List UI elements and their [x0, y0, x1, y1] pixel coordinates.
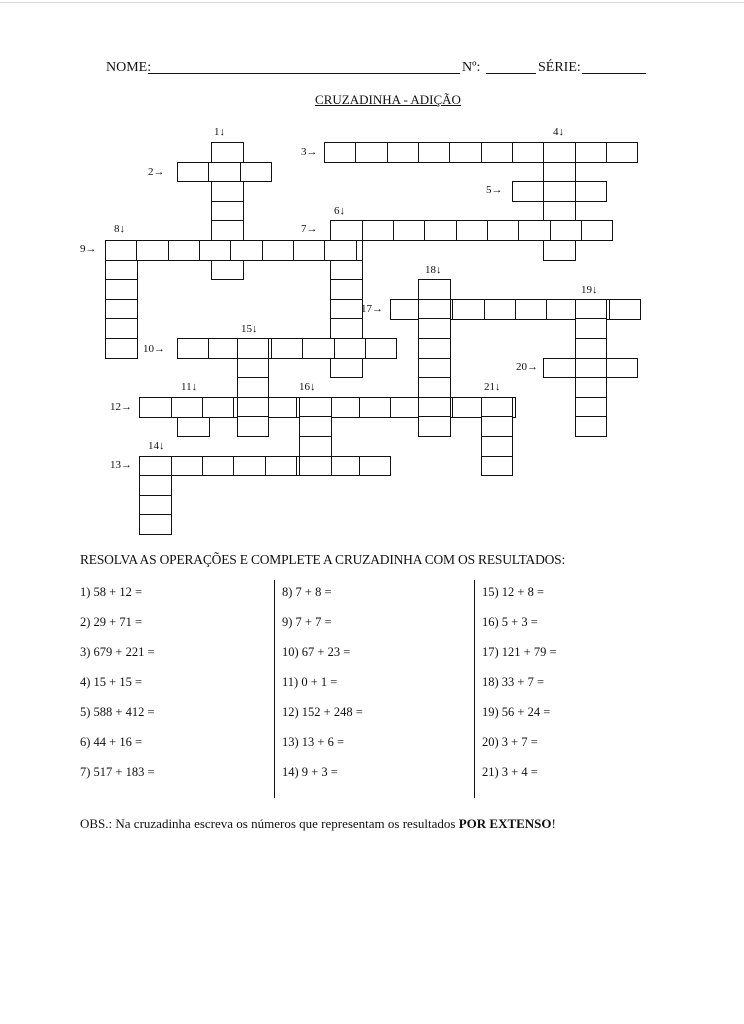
crossword-cell[interactable] [418, 299, 451, 320]
clue-label-14: 14↓ [148, 440, 165, 452]
crossword-cell[interactable] [324, 142, 357, 163]
operation-item: 2) 29 + 71 = [80, 615, 143, 629]
crossword-cell[interactable] [543, 162, 576, 183]
operation-item: 18) 33 + 7 = [482, 675, 545, 689]
crossword-cell[interactable] [237, 377, 270, 398]
crossword-cell[interactable] [359, 456, 392, 477]
operation-item: 9) 7 + 7 = [282, 615, 332, 629]
crossword-cell[interactable] [211, 142, 244, 163]
operation-item: 15) 12 + 8 = [482, 585, 545, 599]
crossword-cell[interactable] [581, 220, 614, 241]
crossword-cell[interactable] [171, 397, 204, 418]
crossword-cell[interactable] [550, 220, 583, 241]
clue-label-6: 6↓ [334, 205, 345, 217]
crossword-cell[interactable] [330, 279, 363, 300]
number-label: Nº: [462, 60, 481, 75]
column-divider [474, 580, 475, 798]
clue-label-16: 16↓ [299, 381, 316, 393]
crossword-cell[interactable] [105, 240, 138, 261]
clue-label-1: 1↓ [214, 126, 225, 138]
crossword-cell[interactable] [543, 240, 576, 261]
clue-label-19: 19↓ [581, 284, 598, 296]
crossword-cell[interactable] [211, 220, 244, 241]
crossword-cell[interactable] [105, 318, 138, 339]
instruction-text: RESOLVA AS OPERAÇÕES E COMPLETE A CRUZADINHA COM OS RESULTADOS: [80, 552, 566, 567]
crossword-cell[interactable] [237, 338, 270, 359]
crossword-cell[interactable] [418, 377, 451, 398]
crossword-cell[interactable] [211, 181, 244, 202]
crossword-cell[interactable] [139, 397, 172, 418]
crossword-cell[interactable] [543, 201, 576, 222]
crossword-cell[interactable] [355, 142, 388, 163]
crossword-cell[interactable] [202, 397, 235, 418]
crossword-cell[interactable] [362, 220, 395, 241]
crossword-cell[interactable] [452, 299, 485, 320]
operation-item: 14) 9 + 3 = [282, 765, 338, 779]
crossword-cell[interactable] [418, 318, 451, 339]
crossword-cell[interactable] [393, 220, 426, 241]
crossword-cell[interactable] [418, 142, 451, 163]
operation-item: 16) 5 + 3 = [482, 615, 538, 629]
crossword-cell[interactable] [606, 142, 639, 163]
crossword-cell[interactable] [265, 456, 298, 477]
crossword-cell[interactable] [575, 181, 608, 202]
crossword-cell[interactable] [515, 299, 548, 320]
crossword-cell[interactable] [177, 416, 210, 437]
clue-label-15: 15↓ [241, 323, 258, 335]
operation-item: 17) 121 + 79 = [482, 645, 557, 659]
crossword-cell[interactable] [233, 456, 266, 477]
operation-item: 19) 56 + 24 = [482, 705, 551, 719]
crossword-cell[interactable] [105, 338, 138, 359]
crossword-cell[interactable] [575, 358, 608, 379]
crossword-cell[interactable] [543, 358, 576, 379]
crossword-cell[interactable] [265, 397, 298, 418]
crossword-cell[interactable] [136, 240, 169, 261]
clue-label-13: 13→ [110, 459, 132, 471]
crossword-cell[interactable] [575, 377, 608, 398]
crossword-cell[interactable] [240, 162, 273, 183]
crossword-cell[interactable] [299, 397, 332, 418]
crossword-cell[interactable] [139, 456, 172, 477]
crossword-cell[interactable] [330, 318, 363, 339]
crossword-cell[interactable] [365, 338, 398, 359]
operations-column-1 [80, 584, 155, 794]
crossword-cell[interactable] [211, 201, 244, 222]
crossword-cell[interactable] [211, 260, 244, 281]
crossword-cell[interactable] [330, 299, 363, 320]
crossword-cell[interactable] [359, 397, 392, 418]
crossword-cell[interactable] [302, 338, 335, 359]
crossword-cell[interactable] [327, 456, 360, 477]
crossword-cell[interactable] [424, 220, 457, 241]
crossword-cell[interactable] [271, 338, 304, 359]
crossword-cell[interactable] [456, 220, 489, 241]
crossword-cell[interactable] [481, 416, 514, 437]
crossword-cell[interactable] [418, 338, 451, 359]
operations-column-3 [482, 584, 557, 794]
crossword-cell[interactable] [543, 142, 576, 163]
clue-label-18: 18↓ [425, 264, 442, 276]
crossword-cell[interactable] [575, 318, 608, 339]
operation-item: 12) 152 + 248 = [282, 705, 363, 719]
crossword-cell[interactable] [324, 240, 357, 261]
crossword-cell[interactable] [330, 260, 363, 281]
crossword-cell[interactable] [177, 338, 210, 359]
operation-item: 20) 3 + 7 = [482, 735, 538, 749]
crossword-cell[interactable] [139, 475, 172, 496]
operation-item: 1) 58 + 12 = [80, 585, 143, 599]
name-label: NOME: [106, 60, 152, 75]
crossword-cell[interactable] [512, 181, 545, 202]
operation-item: 3) 679 + 221 = [80, 645, 155, 659]
operation-item: 10) 67 + 23 = [282, 645, 351, 659]
emphasis-text: POR EXTENSO [458, 816, 552, 831]
crossword-cell[interactable] [299, 456, 332, 477]
crossword-cell[interactable] [330, 358, 363, 379]
crossword-cell[interactable] [575, 338, 608, 359]
page-title: CRUZADINHA - ADIÇÃO [315, 92, 461, 107]
crossword-cell[interactable] [168, 240, 201, 261]
crossword-cell[interactable] [575, 142, 608, 163]
crossword-cell[interactable] [575, 397, 608, 418]
clue-label-7: 7→ [301, 223, 318, 235]
operation-item: 7) 517 + 183 = [80, 765, 155, 779]
crossword-cell[interactable] [202, 456, 235, 477]
operation-item: 4) 15 + 15 = [80, 675, 143, 689]
crossword-cell[interactable] [171, 456, 204, 477]
crossword-cell[interactable] [418, 358, 451, 379]
crossword-cell[interactable] [481, 436, 514, 457]
operation-item: 11) 0 + 1 = [282, 675, 338, 689]
column-divider [274, 580, 275, 798]
crossword-cell[interactable] [293, 240, 326, 261]
crossword-cell[interactable] [609, 299, 642, 320]
crossword-cell[interactable] [481, 142, 514, 163]
clue-label-10: 10→ [143, 343, 165, 355]
clue-label-9: 9→ [80, 243, 97, 255]
crossword-cell[interactable] [177, 162, 210, 183]
crossword-cell[interactable] [606, 358, 639, 379]
clue-label-5: 5→ [486, 184, 503, 196]
observation-note: OBS.: Na cruzadinha escreva os números que representam os resultados POR EXTENSO! [80, 816, 556, 831]
crossword-cell[interactable] [105, 299, 138, 320]
crossword-cell[interactable] [139, 495, 172, 516]
clue-label-8: 8↓ [114, 223, 125, 235]
operations-column-2 [282, 584, 363, 794]
crossword-cell[interactable] [543, 181, 576, 202]
crossword-cell[interactable] [327, 397, 360, 418]
crossword-cell[interactable] [575, 299, 608, 320]
crossword-cell[interactable] [299, 416, 332, 437]
crossword-cell[interactable] [418, 416, 451, 437]
operation-item: 5) 588 + 412 = [80, 705, 155, 719]
crossword-cell[interactable] [237, 397, 270, 418]
crossword-cell[interactable] [139, 514, 172, 535]
clue-label-3: 3→ [301, 146, 318, 158]
clue-label-17: 17→ [361, 303, 383, 315]
crossword-cell[interactable] [199, 240, 232, 261]
crossword-cell[interactable] [387, 142, 420, 163]
crossword-cell[interactable] [481, 456, 514, 477]
clue-label-11: 11↓ [181, 381, 198, 393]
crossword-cell[interactable] [334, 338, 367, 359]
crossword-cell[interactable] [487, 220, 520, 241]
crossword-cell[interactable] [418, 279, 451, 300]
clue-label-12: 12→ [110, 401, 132, 413]
operation-item: 13) 13 + 6 = [282, 735, 345, 749]
clue-label-21: 21↓ [484, 381, 501, 393]
operation-item: 8) 7 + 8 = [282, 585, 332, 599]
crossword-cell[interactable] [299, 436, 332, 457]
crossword-cell[interactable] [237, 416, 270, 437]
crossword-cell[interactable] [230, 240, 263, 261]
operation-item: 21) 3 + 4 = [482, 765, 538, 779]
clue-label-4: 4↓ [553, 126, 564, 138]
crossword-cell[interactable] [484, 299, 517, 320]
grade-label: SÉRIE: [538, 60, 581, 75]
crossword-cell[interactable] [518, 220, 551, 241]
operation-item: 6) 44 + 16 = [80, 735, 143, 749]
crossword-cell[interactable] [330, 220, 363, 241]
clue-label-2: 2→ [148, 166, 165, 178]
crossword-cell[interactable] [262, 240, 295, 261]
clue-label-20: 20→ [516, 361, 538, 373]
crossword-cell[interactable] [105, 260, 138, 281]
crossword-cell[interactable] [237, 358, 270, 379]
crossword-cell[interactable] [208, 162, 241, 183]
crossword-cell[interactable] [105, 279, 138, 300]
crossword-cell[interactable] [512, 142, 545, 163]
crossword-cell[interactable] [418, 397, 451, 418]
crossword-cell[interactable] [575, 416, 608, 437]
crossword-cell[interactable] [449, 142, 482, 163]
crossword-cell[interactable] [481, 397, 514, 418]
